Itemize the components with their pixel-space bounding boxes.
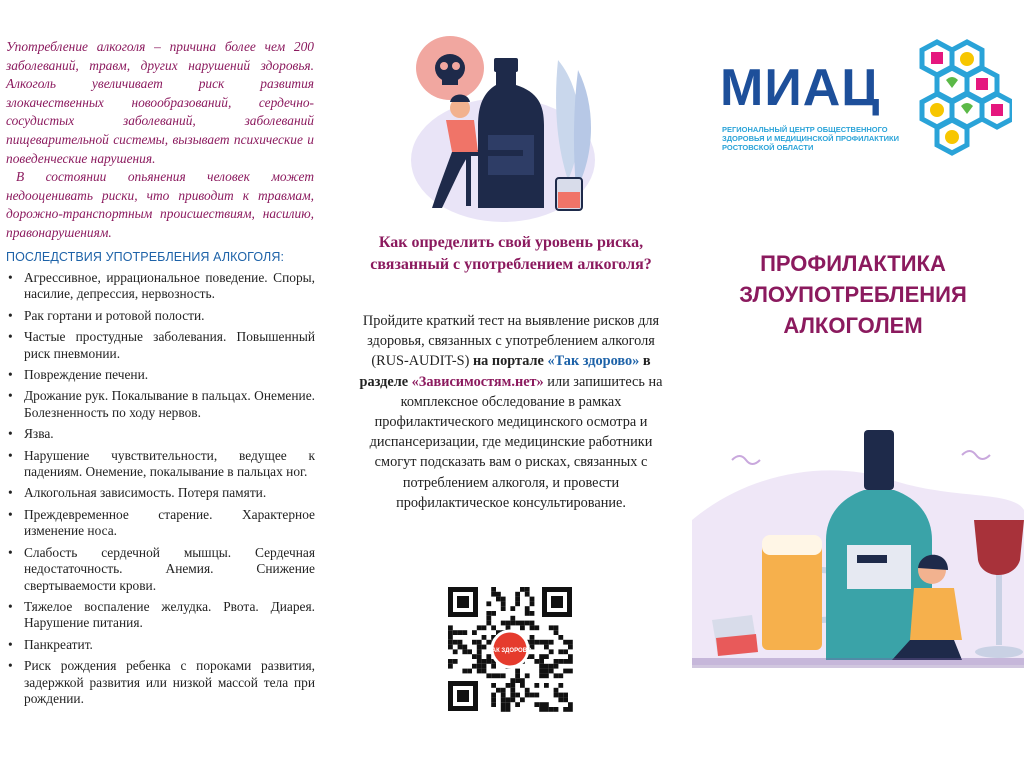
title-line-2: ЗЛОУПОТРЕБЛЕНИЯ	[739, 282, 967, 307]
right-panel	[682, 0, 1024, 768]
intro-paragraph-1: Употребление алкоголя – причина более чем 200 заболеваний, травм, других нарушений здоровья. Алкоголь увеличивает риск развития злокачественных новообразований, сердечно-сосудистых заболеваний, заболеваний пищеварительной системы, вызывает психические и поведенческие нарушения.	[6, 39, 314, 166]
logo-wordmark: МИАЦ	[720, 59, 881, 117]
alcohol-bottles-illustration	[692, 430, 1024, 680]
consequence-item: • Панкреатит.	[6, 637, 315, 653]
instructions-part-4: или запишитесь на комплексное обследование в рамках профилактического медицинского осмотра и диспансеризации, где медицинские работники смогут подсказать вам о рисках, связанных с потреблением алкоголя, и провести профилактическое консультирование.	[369, 373, 663, 511]
consequence-item: • Язва.	[6, 426, 315, 442]
consequence-item: • Тяжелое воспаление желудка. Рвота. Диарея. Нарушение питания.	[6, 599, 315, 632]
logo-subtitle-line-2: ЗДОРОВЬЯ И МЕДИЦИНСКОЙ ПРОФИЛАКТИКИ	[722, 134, 899, 143]
qr-badge-text: ТАК ЗДОРОВО	[488, 648, 532, 654]
logo-subtitle	[722, 125, 922, 152]
consequence-item: • Алкогольная зависимость. Потеря памяти.	[6, 485, 315, 501]
portal-name: «Так здорово»	[547, 353, 640, 370]
drinking-person-illustration	[408, 30, 618, 225]
consequence-item: • Повреждение печени.	[6, 367, 315, 383]
skull-icon	[416, 36, 484, 100]
middle-panel	[340, 0, 682, 768]
consequence-item: • Нарушение чувствительности, ведущее к падениям. Онемение, покалывание в пальцах ног.	[6, 448, 315, 481]
qr-code[interactable]	[445, 584, 575, 714]
left-panel	[0, 0, 340, 768]
consequence-item: • Частые простудные заболевания. Повышенный риск пневмонии.	[6, 329, 315, 362]
consequence-item: • Слабость сердечной мышцы. Сердечная недостаточность. Анемия. Снижение свертываемости крови.	[6, 545, 315, 594]
logo-subtitle-line-3: РОСТОВСКОЙ ОБЛАСТИ	[722, 143, 814, 152]
intro-paragraph-2: В состоянии опьянения человек может недооценивать риски, что приводит к травмам, дорожно-транспортным происшествиям, насилию, правонарушениям.	[6, 169, 314, 240]
question-heading: Как определить свой уровень риска, связанный с употреблением алкоголя?	[370, 234, 652, 273]
test-instructions	[350, 311, 672, 513]
logo-subtitle-line-1: РЕГИОНАЛЬНЫЙ ЦЕНТР ОБЩЕСТВЕННОГО	[722, 125, 888, 134]
consequences-list	[6, 270, 315, 712]
instructions-part-3: в разделе	[359, 353, 651, 390]
hexagon-logo-icon	[912, 36, 1012, 166]
consequences-heading: ПОСЛЕДСТВИЯ УПОТРЕБЛЕНИЯ АЛКОГОЛЯ:	[6, 250, 285, 264]
title-line-1: ПРОФИЛАКТИКА	[760, 251, 946, 276]
consequence-item: • Риск рождения ребенка с пороками развития, задержкой развития или низкой массой тела при рождении.	[6, 658, 315, 707]
instructions-part-1: Пройдите краткий тест на выявление рисков для здоровья, связанных с употреблением алкоголя (RUS-AUDIT-S)	[362, 313, 660, 370]
title-line-3: АЛКОГОЛЕМ	[783, 313, 923, 338]
instructions-part-2: на портале	[472, 353, 544, 370]
consequence-item: • Преждевременное старение. Характерное изменение носа.	[6, 507, 315, 540]
consequence-item: • Агрессивное, иррациональное поведение. Споры, насилие, депрессия, нервозность.	[6, 270, 315, 303]
consequence-item: • Рак гортани и ротовой полости.	[6, 308, 315, 324]
intro-text	[6, 38, 314, 243]
consequence-item: • Дрожание рук. Покалывание в пальцах. Онемение. Болезненность по ходу нервов.	[6, 388, 315, 421]
section-name: «Зависимостям.нет»	[411, 373, 544, 390]
brochure-title	[682, 248, 1024, 341]
